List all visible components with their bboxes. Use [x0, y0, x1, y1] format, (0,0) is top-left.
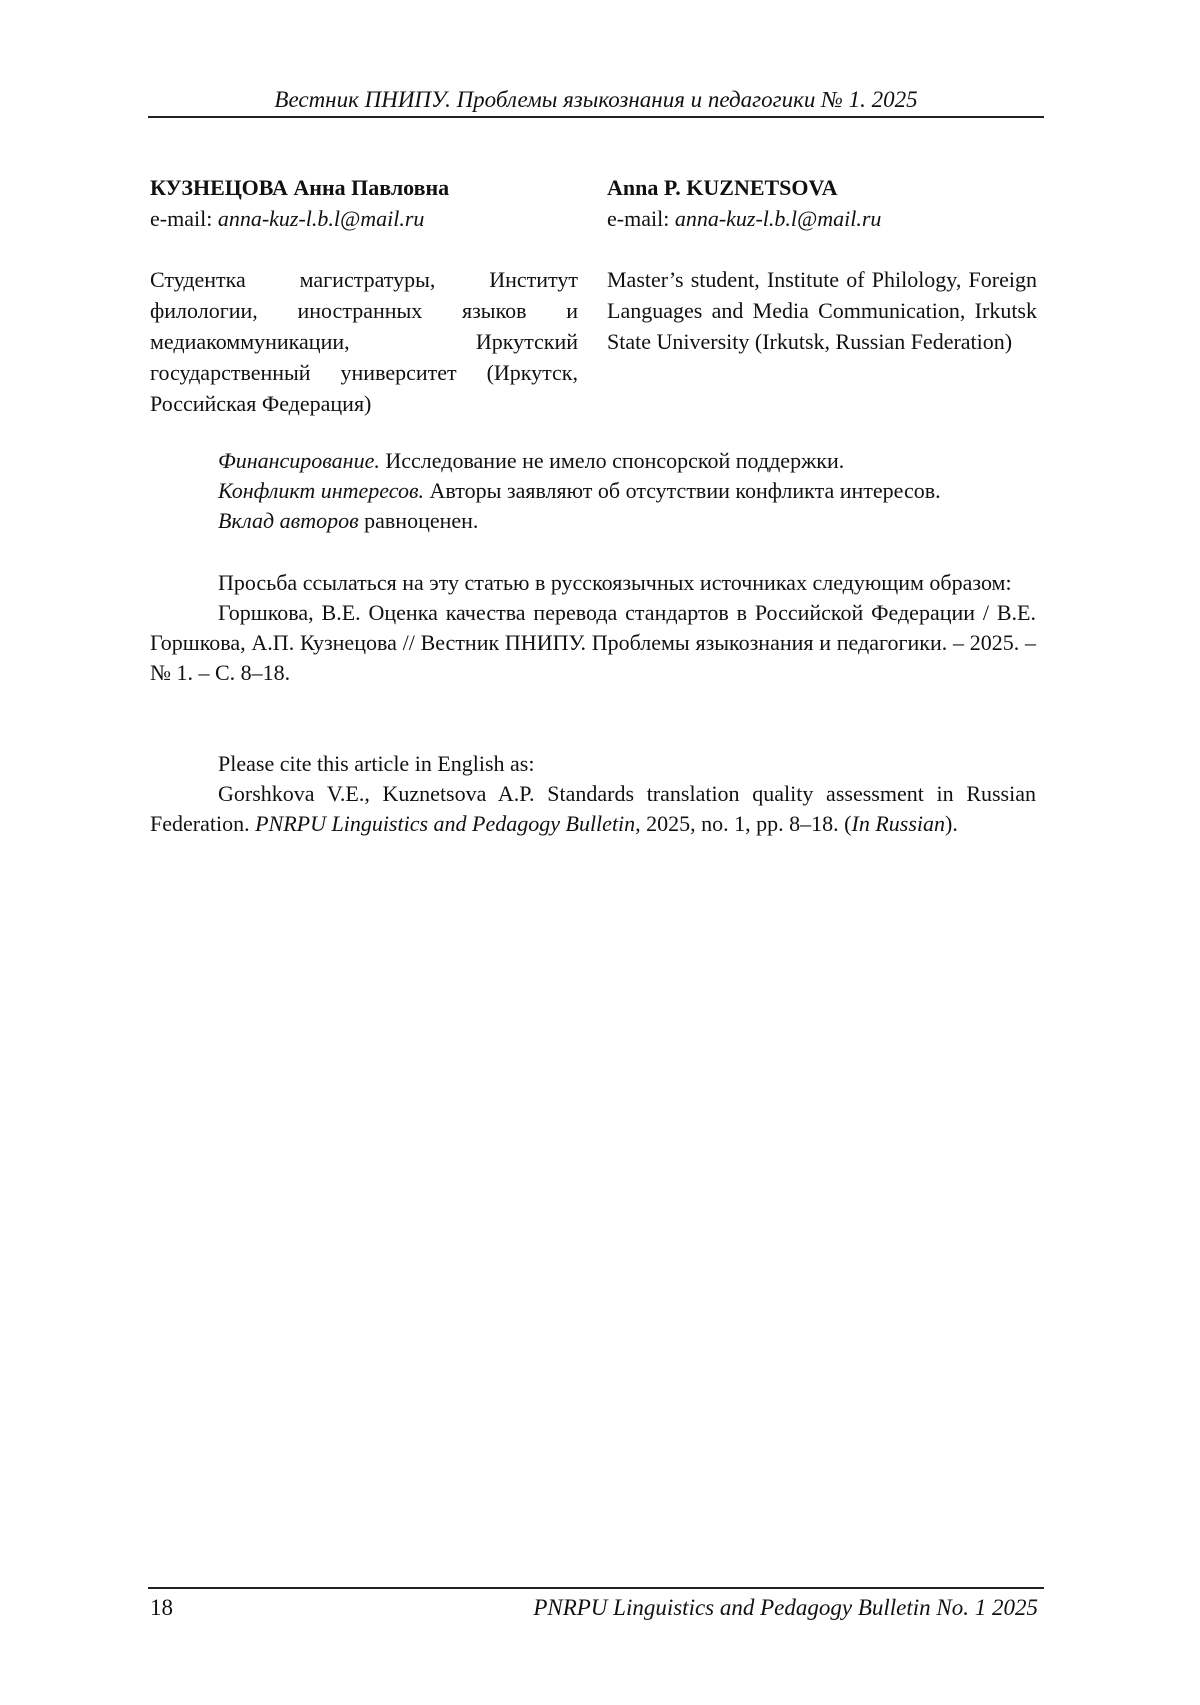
- funding-text: Исследование не имело спонсорской поддержки.: [380, 448, 844, 473]
- email-label-ru: e-mail:: [150, 206, 218, 231]
- citation-russian: [150, 568, 1036, 688]
- citation-en-intro: Please cite this article in English as:: [150, 749, 1036, 779]
- footer-rule: [148, 1587, 1044, 1589]
- citation-english: [150, 749, 1036, 839]
- funding-label: Финансирование.: [218, 448, 380, 473]
- conflict-label: Конфликт интересов.: [218, 478, 424, 503]
- citation-ru-reference: Горшкова, В.Е. Оценка качества перевода стандартов в Российской Федерации / В.Е. Горшкова, А.П. Кузнецова // Вестник ПНИПУ. Проблемы языкознания и педагогики. – 2025. – № 1. – С. 8–18.: [150, 598, 1036, 688]
- funding-note: [150, 446, 1036, 476]
- footer-journal-title: PNRPU Linguistics and Pedagogy Bulletin No. 1 2025: [533, 1593, 1038, 1623]
- author-name-ru: КУЗНЕЦОВА Анна Павловна: [150, 172, 578, 203]
- contribution-note: [150, 506, 1036, 536]
- author-email-line-en: [607, 203, 1037, 234]
- running-header-title: Вестник ПНИПУ. Проблемы языкознания и педагогики № 1. 2025: [148, 86, 1044, 114]
- author-name-en: Anna P. KUZNETSOVA: [607, 172, 1037, 203]
- contribution-label: Вклад авторов: [218, 508, 359, 533]
- citation-ru-intro: Просьба ссылаться на эту статью в русскоязычных источниках следующим образом:: [150, 568, 1036, 598]
- citation-en-journal: PNRPU Linguistics and Pedagogy Bulletin: [255, 811, 635, 836]
- citation-en-language-note: In Russian: [852, 811, 946, 836]
- author-affiliation-en: Master’s student, Institute of Philology, Foreign Languages and Media Communication, Irkutsk State University (Irkutsk, Russian Federation): [607, 264, 1037, 357]
- email-label-en: e-mail:: [607, 206, 675, 231]
- conflict-note: [150, 476, 1036, 506]
- author-email-en[interactable]: anna-kuz-l.b.l@mail.ru: [675, 206, 882, 231]
- header-rule: [148, 116, 1044, 118]
- author-info-english: [607, 172, 1037, 357]
- citation-en-ref-part3: ).: [945, 811, 958, 836]
- author-email-ru[interactable]: anna-kuz-l.b.l@mail.ru: [218, 206, 425, 231]
- author-affiliation-ru: Студентка магистратуры, Институт филологии, иностранных языков и медиакоммуникации, Иркутский государственный университет (Иркутск, Российская Федерация): [150, 264, 578, 419]
- page-number: 18: [150, 1593, 173, 1623]
- contribution-text: равноценен.: [359, 508, 479, 533]
- conflict-text: Авторы заявляют об отсутствии конфликта интересов.: [424, 478, 941, 503]
- author-email-line-ru: [150, 203, 578, 234]
- citation-en-ref-part2: , 2025, no. 1, pp. 8–18. (: [635, 811, 851, 836]
- citation-en-reference: [150, 779, 1036, 839]
- author-info-russian: [150, 172, 578, 419]
- citation-en-ref-part1: Gorshkova V.E., Kuznetsova A.P. Standards translation quality assessment in Russian Federation.: [150, 781, 1036, 836]
- funding-conflict-notes: [150, 446, 1036, 536]
